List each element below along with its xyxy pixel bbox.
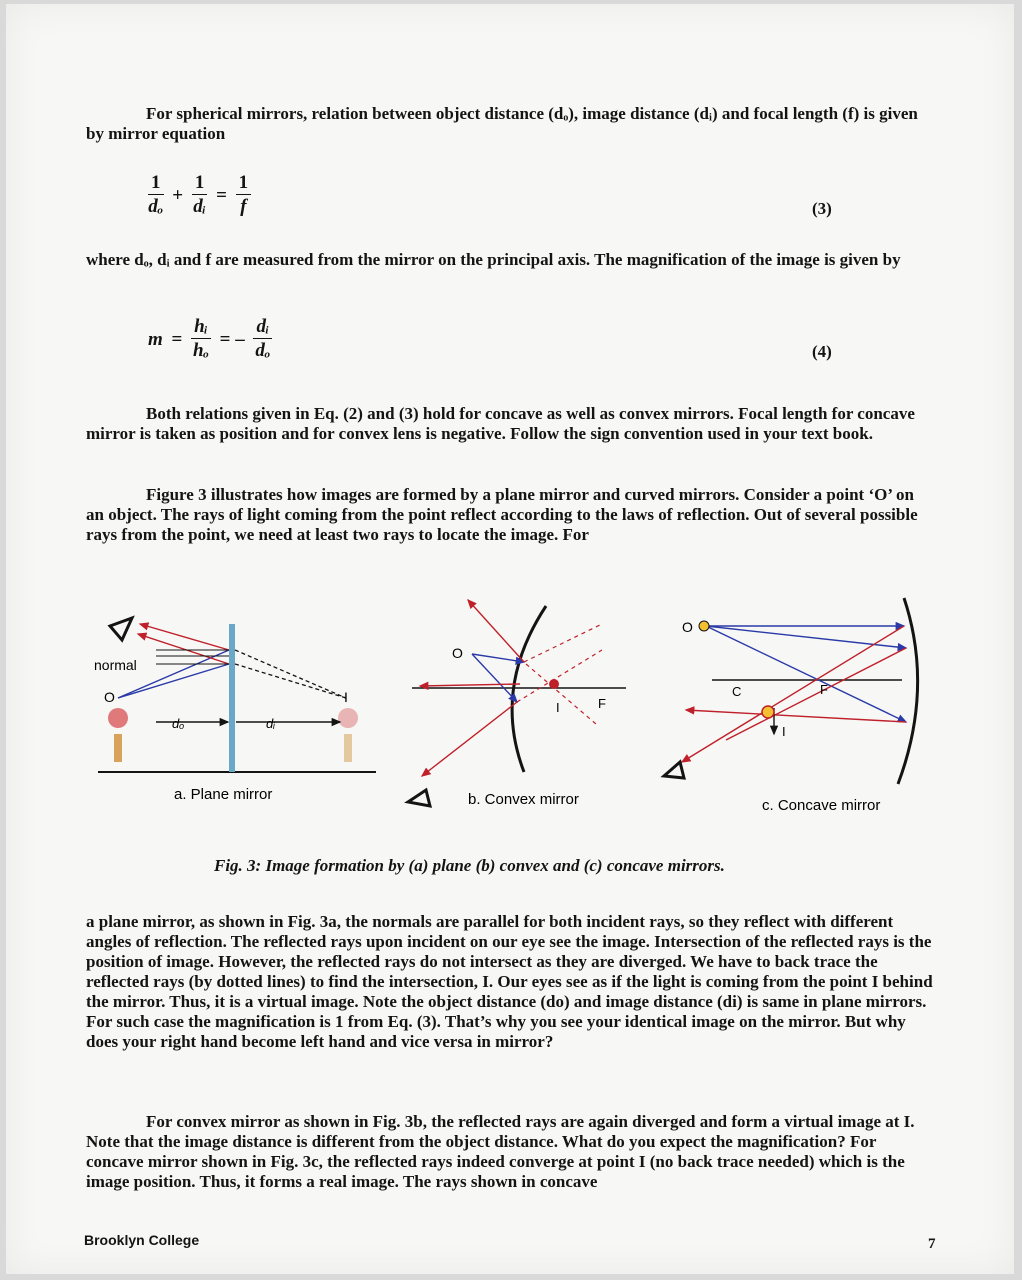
back-traced-ray <box>526 664 596 724</box>
reflected-ray <box>682 626 904 762</box>
image-flower <box>338 708 358 728</box>
reflected-ray <box>138 634 229 664</box>
figure-3 <box>6 584 1014 834</box>
eq3-numerator-1: 1 <box>148 172 164 195</box>
do-label: dₒ <box>172 716 185 731</box>
image-label-i: I <box>782 724 786 739</box>
plane-mirror-diagram <box>94 618 376 803</box>
object-label-o: O <box>104 689 115 705</box>
eq3-denominator-image: dᵢ <box>193 196 206 217</box>
eq3-equals: = <box>216 184 227 206</box>
eq3-plus: + <box>172 184 184 206</box>
concave-mirror-caption: c. Concave mirror <box>762 797 881 814</box>
focus-label-f: F <box>820 682 828 697</box>
magnification-equation <box>146 316 274 363</box>
eq4-equals: = <box>171 328 183 350</box>
plane-mirror <box>229 624 235 772</box>
paragraph-where: where dₒ, dᵢ and f are measured from the mirror on the principal axis. The magnification of the image is given by <box>86 250 901 269</box>
footer-institution: Brooklyn College <box>84 1232 200 1248</box>
focus-label-f: F <box>598 696 606 711</box>
eq4-numerator-di: dᵢ <box>253 316 272 339</box>
figure-caption: Fig. 3: Image formation by (a) plane (b) convex and (c) concave mirrors. <box>214 856 725 875</box>
image-label-i: I <box>344 689 348 705</box>
eye-icon <box>408 790 430 806</box>
paragraph-intro: For spherical mirrors, relation between object distance (dₒ), image distance (dᵢ) and focal length (f) is given by mirror equation <box>86 104 918 143</box>
back-traced-ray <box>524 624 602 662</box>
back-traced-ray <box>235 650 346 698</box>
eq3-denominator-object: dₒ <box>148 196 164 217</box>
object-point <box>699 621 709 631</box>
reflected-ray <box>468 600 524 662</box>
image-stem <box>344 734 352 762</box>
eq3-numerator-2: 1 <box>192 172 208 195</box>
plane-mirror-caption: a. Plane mirror <box>174 786 273 803</box>
concave-mirror-diagram <box>664 598 918 814</box>
eq4-denominator-do: dₒ <box>255 340 271 361</box>
back-traced-ray <box>235 664 346 698</box>
convex-mirror-caption: b. Convex mirror <box>468 791 579 808</box>
incident-ray <box>706 626 906 648</box>
eq4-numerator-hi: hᵢ <box>191 316 211 339</box>
image-point <box>762 706 774 718</box>
page-number: 7 <box>928 1236 936 1252</box>
di-label: dᵢ <box>266 716 275 731</box>
normal-label: normal <box>94 657 137 673</box>
eq4-equals-minus: = – <box>219 328 245 350</box>
convex-mirror <box>512 606 546 772</box>
image-label-i: I <box>556 700 560 715</box>
object-label-o: O <box>452 645 463 661</box>
paragraph-convex: For convex mirror as shown in Fig. 3b, the reflected rays are again diverged and form a virtual image at I. Note that the image distance is different from the object distance. What do you expect the magnification? For concave mirror shown in Fig. 3c, the reflected rays indeed converge at point I (no back trace needed) which is the image position. Thus, it forms a real image. The rays shown in concave <box>86 1112 915 1191</box>
center-label-c: C <box>732 684 742 699</box>
reflected-ray <box>140 624 229 650</box>
reflected-ray <box>422 702 517 776</box>
convex-mirror-diagram <box>408 600 626 808</box>
incident-ray <box>706 626 906 722</box>
eq4-m: m <box>148 328 163 350</box>
object-stem <box>114 734 122 762</box>
image-point <box>549 679 559 689</box>
paragraph-plane: a plane mirror, as shown in Fig. 3a, the normals are parallel for both incident rays, so they reflect with different angles of reflection. The reflected rays upon incident on our eye see the image. Intersection of the reflected rays is the position of image. However, the reflected rays do not intersect as they are diverged. We have to back trace the reflected rays (by dotted lines) to find the intersection, I. Our eyes see as if the light is coming from the point I behind the mirror. Thus, it is a virtual image. Note the object distance (do) and image distance (di) is same in plane mirrors. For such case the magnification is 1 from Eq. (3). That’s why you see your identical image on the mirror. But why does your right hand become left hand and vice versa in mirror? <box>86 912 933 1051</box>
eq4-denominator-ho: hₒ <box>192 340 210 361</box>
reflected-ray <box>420 684 520 686</box>
object-flower <box>108 708 128 728</box>
paragraph-figure-intro: Figure 3 illustrates how images are formed by a plane mirror and curved mirrors. Consider a point ‘O’ on an object. The rays of light coming from the point reflect according to the laws of reflection. Out of several possible rays from the point, we need at least two rays to locate the image. For <box>86 485 918 544</box>
back-traced-ray <box>517 650 602 702</box>
reflected-ray <box>726 648 906 740</box>
eye-icon <box>664 762 684 778</box>
document-page <box>6 4 1014 1274</box>
object-label-o: O <box>682 619 693 635</box>
reflected-ray <box>686 710 906 722</box>
incident-ray <box>472 654 517 702</box>
paragraph-both: Both relations given in Eq. (2) and (3) hold for concave as well as convex mirrors. Focal length for concave mirror is taken as position and for convex lens is negative. Follow the sign convention used in your text book. <box>86 404 915 443</box>
eq3-numerator-3: 1 <box>236 172 252 195</box>
mirror-equation <box>146 172 253 219</box>
equation-number-4: (4) <box>812 342 832 361</box>
equation-number-3: (3) <box>812 199 832 218</box>
eye-icon <box>110 618 132 640</box>
incident-ray <box>472 654 524 662</box>
eq3-denominator-focal: f <box>240 196 247 217</box>
